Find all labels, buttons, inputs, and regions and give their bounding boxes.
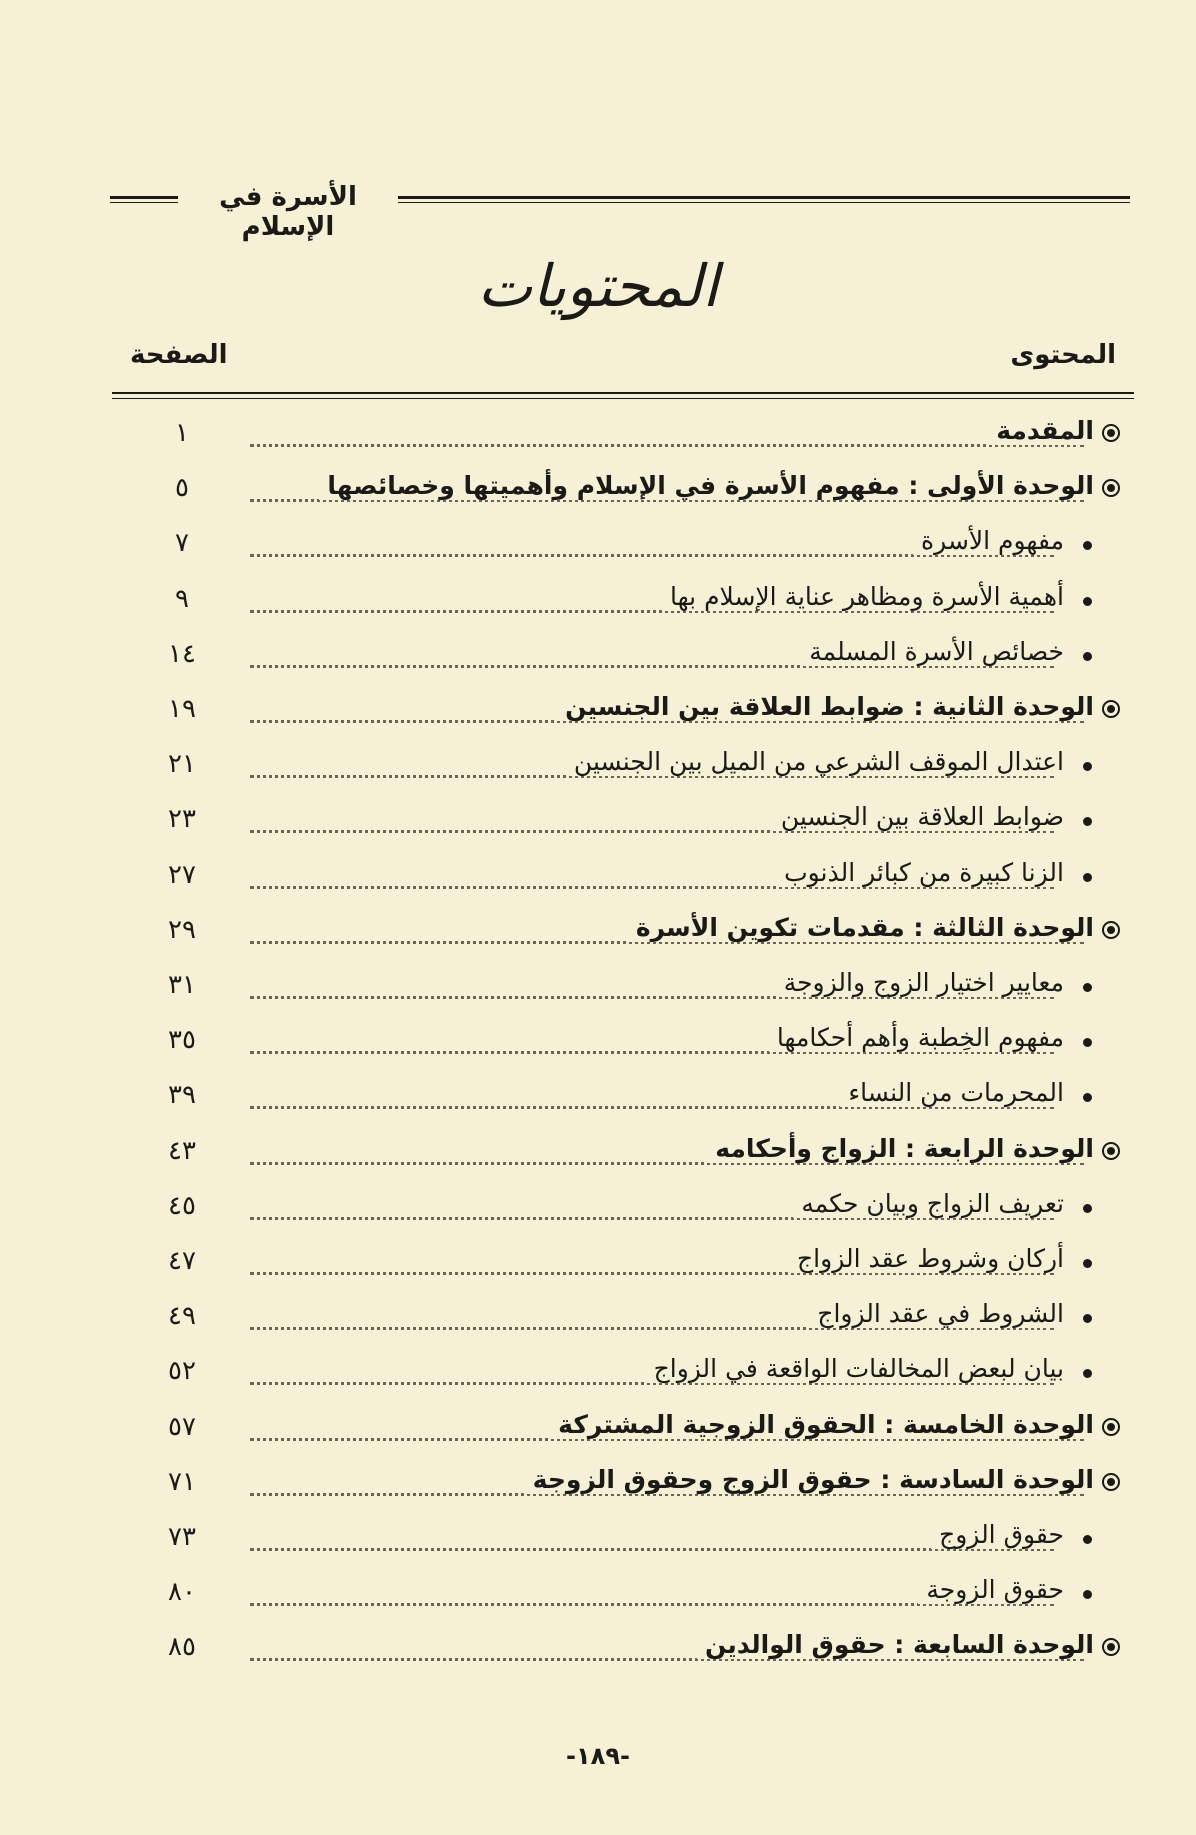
toc-subtopic-title: تعريف الزواج وبيان حكمه	[793, 1189, 1064, 1218]
toc-page-number: ٨٥	[168, 1632, 196, 1663]
bullet-icon	[1083, 597, 1092, 606]
bullet-icon	[1083, 1590, 1092, 1599]
toc-unit-title: المقدمة	[988, 416, 1094, 445]
bullet-icon	[1083, 1204, 1092, 1213]
toc-unit-row	[0, 1459, 1196, 1513]
bullet-icon	[1083, 873, 1092, 882]
bullet-icon	[1083, 817, 1092, 826]
ornament-bullet-icon	[1102, 479, 1120, 497]
toc-subtopic-title: مفهوم الأسرة	[913, 526, 1064, 555]
toc-subtopic-title: أهمية الأسرة ومظاهر عناية الإسلام بها	[662, 582, 1064, 611]
toc-page-number: ٢٩	[168, 914, 196, 945]
toc-page-number: ٤٧	[168, 1246, 196, 1276]
toc-subtopic-row	[0, 1514, 1196, 1568]
header-rule-right	[398, 196, 1130, 203]
page-title: المحتويات	[477, 252, 719, 320]
toc-subtopic-title: ضوابط العلاقة بين الجنسين	[773, 802, 1064, 831]
page-number-footer: -١٨٩-	[566, 1742, 630, 1770]
toc-subtopic-title: حقوق الزوجة	[918, 1575, 1064, 1604]
toc-subtopic-title: الشروط في عقد الزواج	[809, 1299, 1064, 1328]
toc-subtopic-row	[0, 631, 1196, 685]
toc-subtopic-title: المحرمات من النساء	[840, 1078, 1064, 1107]
toc-subtopic-row	[0, 741, 1196, 795]
bullet-icon	[1083, 762, 1092, 771]
toc-unit-row	[0, 907, 1196, 961]
toc-unit-title: الوحدة الأولى : مفهوم الأسرة في الإسلام وأهميتها وخصائصها	[319, 471, 1094, 500]
header-divider	[112, 392, 1134, 399]
bullet-icon	[1083, 652, 1092, 661]
toc-subtopic-row	[0, 520, 1196, 574]
ornament-bullet-icon	[1102, 921, 1120, 939]
bullet-icon	[1083, 1038, 1092, 1047]
bullet-icon	[1083, 983, 1092, 992]
toc-subtopic-title: بيان لبعض المخالفات الواقعة في الزواج	[646, 1354, 1064, 1383]
toc-page-number: ٩	[175, 583, 189, 614]
toc-unit-title: الوحدة الثانية : ضوابط العلاقة بين الجنسين	[557, 692, 1094, 721]
toc-unit-title: الوحدة الرابعة : الزواج وأحكامه	[707, 1134, 1094, 1163]
toc-subtopic-row	[0, 1238, 1196, 1292]
toc-subtopic-row	[0, 796, 1196, 850]
toc-subtopic-row	[0, 1569, 1196, 1623]
toc-page-number: ٢٧	[168, 859, 196, 890]
bullet-icon	[1083, 1535, 1092, 1544]
dot-leader	[250, 424, 1084, 447]
toc-subtopic-row	[0, 1017, 1196, 1071]
ornament-bullet-icon	[1102, 1638, 1120, 1656]
toc-unit-title: الوحدة الخامسة : الحقوق الزوجية المشتركة	[550, 1410, 1094, 1439]
bullet-icon	[1083, 1369, 1092, 1378]
toc-subtopic-title: أركان وشروط عقد الزواج	[789, 1244, 1064, 1273]
toc-page-number: ١٩	[168, 694, 196, 724]
running-header-title: الأسرة في الإسلام	[219, 182, 357, 242]
toc-page-number: ١٤	[168, 638, 196, 669]
toc-unit-title: الوحدة السابعة : حقوق الوالدين	[697, 1630, 1094, 1659]
page-column-header: الصفحة	[130, 340, 228, 370]
toc-subtopic-row	[0, 1072, 1196, 1126]
toc-page-number: ٧	[175, 528, 189, 559]
toc-page-number: ٢٣	[168, 804, 196, 835]
toc-unit-row	[0, 410, 1196, 464]
toc-page-number: ٣٩	[168, 1080, 196, 1111]
toc-subtopic-title: خصائص الأسرة المسلمة	[801, 637, 1064, 666]
toc-subtopic-title: اعتدال الموقف الشرعي من الميل بين الجنسين	[566, 747, 1064, 776]
toc-unit-title: الوحدة السادسة : حقوق الزوج وحقوق الزوجة	[525, 1465, 1094, 1494]
toc-subtopic-row	[0, 1293, 1196, 1347]
bullet-icon	[1083, 1314, 1092, 1323]
content-column-header: المحتوى	[1010, 340, 1116, 370]
toc-subtopic-row	[0, 1183, 1196, 1237]
toc-page-number: ٥	[175, 473, 189, 504]
toc-page-number: ١	[175, 418, 189, 448]
toc-page-number: ٧١	[168, 1466, 196, 1497]
bullet-icon	[1083, 1259, 1092, 1268]
toc-subtopic-title: الزنا كبيرة من كبائر الذنوب	[776, 858, 1064, 887]
toc-subtopic-row	[0, 852, 1196, 906]
toc-page-number: ٥٧	[168, 1411, 196, 1442]
toc-unit-row	[0, 686, 1196, 740]
toc-unit-row	[0, 465, 1196, 519]
toc-unit-title: الوحدة الثالثة : مقدمات تكوين الأسرة	[628, 913, 1094, 942]
toc-subtopic-row	[0, 1348, 1196, 1402]
toc-page-number: ٤٩	[168, 1301, 196, 1332]
ornament-bullet-icon	[1102, 1418, 1120, 1436]
toc-subtopic-title: حقوق الزوج	[931, 1520, 1064, 1549]
toc-page-number: ٤٣	[168, 1135, 196, 1166]
toc-page-number: ٥٢	[168, 1356, 196, 1387]
toc-page-number: ٢١	[168, 749, 196, 780]
bullet-icon	[1083, 1093, 1092, 1102]
toc-page-number: ٣١	[168, 970, 196, 1000]
running-header	[110, 182, 1130, 242]
toc-subtopic-title: معايير اختيار الزوج والزوجة	[776, 968, 1064, 997]
toc-subtopic-row	[0, 576, 1196, 630]
toc-page-number: ٤٥	[168, 1190, 196, 1221]
ornament-bullet-icon	[1102, 700, 1120, 718]
toc-unit-row	[0, 1404, 1196, 1458]
toc-unit-row	[0, 1128, 1196, 1182]
toc-page-number: ٧٣	[168, 1522, 196, 1552]
toc-page-number: ٨٠	[168, 1577, 196, 1608]
toc-page-number: ٣٥	[168, 1025, 196, 1056]
bullet-icon	[1083, 541, 1092, 550]
ornament-bullet-icon	[1102, 1142, 1120, 1160]
toc-subtopic-title: مفهوم الخِطبة وأهم أحكامها	[769, 1023, 1064, 1052]
toc-unit-row	[0, 1624, 1196, 1678]
header-rule-left	[110, 196, 178, 203]
toc-subtopic-row	[0, 962, 1196, 1016]
ornament-bullet-icon	[1102, 424, 1120, 442]
ornament-bullet-icon	[1102, 1473, 1120, 1491]
